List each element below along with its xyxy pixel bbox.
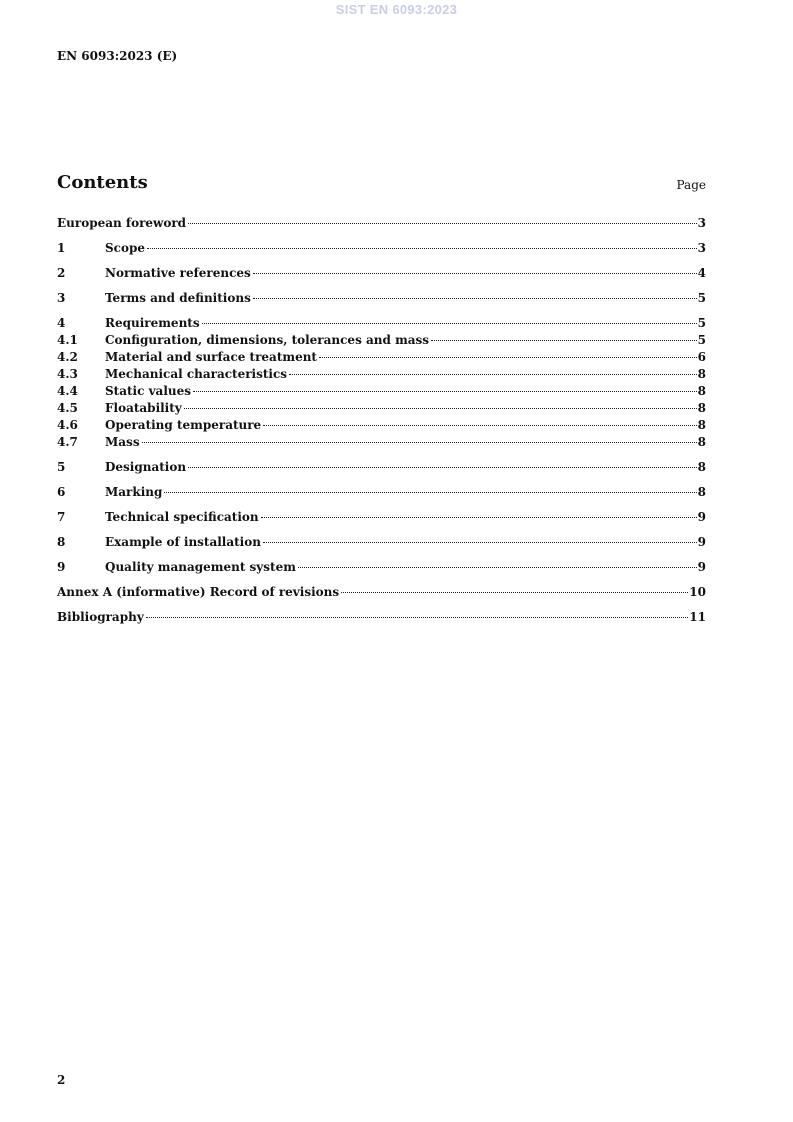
watermark: SIST EN 6093:2023 bbox=[335, 2, 458, 17]
toc-entry-title: Material and surface treatment bbox=[105, 350, 317, 364]
toc-entry[interactable] bbox=[57, 400, 706, 417]
dot-leader bbox=[202, 323, 697, 324]
dot-leader bbox=[193, 391, 697, 392]
contents-title: Contents bbox=[57, 172, 148, 193]
dot-leader bbox=[341, 592, 688, 593]
toc-entry-page: 3 bbox=[697, 241, 706, 255]
toc-entry-title: Operating temperature bbox=[105, 418, 262, 432]
toc-entry-page: 11 bbox=[689, 610, 706, 624]
toc-entry[interactable] bbox=[57, 315, 706, 332]
toc-entry-page: 8 bbox=[697, 485, 706, 499]
toc-entry-page: 8 bbox=[697, 367, 706, 381]
toc-entry-page: 10 bbox=[689, 585, 706, 599]
toc-entry-number: 4.1 bbox=[57, 333, 78, 347]
toc-entry-title: Mechanical characteristics bbox=[105, 367, 288, 381]
toc-entry-title: Configuration, dimensions, tolerances and mass bbox=[105, 333, 430, 347]
toc-entry-page: 4 bbox=[697, 266, 706, 280]
toc-entry-title: Example of installation bbox=[105, 535, 261, 549]
toc-entry-number: 4.6 bbox=[57, 418, 78, 432]
toc-entry-number: 4.2 bbox=[57, 350, 78, 364]
footer-page-number: 2 bbox=[57, 1073, 66, 1087]
toc-entry-page: 5 bbox=[697, 333, 706, 347]
toc-entry[interactable] bbox=[57, 459, 706, 476]
toc-entry-page: 9 bbox=[697, 535, 706, 549]
dot-leader bbox=[146, 617, 689, 618]
toc-entry-number: 8 bbox=[57, 535, 66, 549]
dot-leader bbox=[142, 442, 697, 443]
toc-entry[interactable] bbox=[57, 417, 706, 434]
toc-entry-page: 8 bbox=[697, 460, 706, 474]
dot-leader bbox=[188, 223, 697, 224]
toc-entry-title: Technical specification bbox=[105, 510, 259, 524]
toc-entry[interactable] bbox=[57, 383, 706, 400]
toc-entry-page: 6 bbox=[697, 350, 706, 364]
toc-entry[interactable] bbox=[57, 265, 706, 282]
toc-entry[interactable] bbox=[57, 484, 706, 501]
toc-entry[interactable] bbox=[57, 434, 706, 451]
toc-entry-title: Normative references bbox=[105, 266, 251, 280]
toc-entry[interactable] bbox=[57, 509, 706, 526]
toc-entry-title: Annex A (informative) Record of revisions bbox=[57, 585, 340, 599]
toc-entry-number: 4.5 bbox=[57, 401, 78, 415]
toc-entry[interactable] bbox=[57, 609, 706, 626]
dot-leader bbox=[184, 408, 697, 409]
toc-entry-title: Scope bbox=[105, 241, 146, 255]
toc-entry-number: 5 bbox=[57, 460, 66, 474]
toc-entry-number: 7 bbox=[57, 510, 66, 524]
toc-entry-number: 4 bbox=[57, 316, 66, 330]
toc-entry-title: Designation bbox=[105, 460, 187, 474]
dot-leader bbox=[164, 492, 696, 493]
dot-leader bbox=[253, 273, 697, 274]
toc-entry[interactable] bbox=[57, 559, 706, 576]
dot-leader bbox=[188, 467, 697, 468]
toc-entry-page: 9 bbox=[697, 510, 706, 524]
toc-entry-title: Bibliography bbox=[57, 610, 144, 624]
page-column-label: Page bbox=[676, 178, 706, 192]
toc-entry-number: 4.7 bbox=[57, 435, 78, 449]
toc-entry-page: 5 bbox=[697, 316, 706, 330]
toc-entry-page: 5 bbox=[697, 291, 706, 305]
dot-leader bbox=[263, 425, 696, 426]
toc-entry[interactable] bbox=[57, 332, 706, 349]
dot-leader bbox=[319, 357, 697, 358]
toc-entry-number: 4.3 bbox=[57, 367, 78, 381]
dot-leader bbox=[289, 374, 697, 375]
toc-entry-page: 8 bbox=[697, 418, 706, 432]
toc-entry-page: 3 bbox=[697, 216, 706, 230]
toc-entry-title: Mass bbox=[105, 435, 140, 449]
toc-entry-title: Terms and definitions bbox=[105, 291, 251, 305]
toc-entry-number: 3 bbox=[57, 291, 66, 305]
toc-entry[interactable] bbox=[57, 349, 706, 366]
dot-leader bbox=[253, 298, 697, 299]
toc-entry-page: 8 bbox=[697, 435, 706, 449]
table-of-contents bbox=[57, 215, 706, 626]
toc-entry-number: 9 bbox=[57, 560, 66, 574]
toc-entry-number: 1 bbox=[57, 241, 66, 255]
toc-entry-number: 4.4 bbox=[57, 384, 78, 398]
toc-entry[interactable] bbox=[57, 366, 706, 383]
dot-leader bbox=[261, 517, 697, 518]
toc-entry-title: Marking bbox=[105, 485, 163, 499]
toc-entry[interactable] bbox=[57, 534, 706, 551]
dot-leader bbox=[298, 567, 697, 568]
contents-header bbox=[57, 172, 706, 198]
toc-entry-page: 8 bbox=[697, 401, 706, 415]
toc-entry-title: Static values bbox=[105, 384, 191, 398]
toc-entry-title: Floatability bbox=[105, 401, 182, 415]
toc-entry-title: Quality management system bbox=[105, 560, 296, 574]
toc-entry-page: 9 bbox=[697, 560, 706, 574]
dot-leader bbox=[431, 340, 697, 341]
toc-entry[interactable] bbox=[57, 240, 706, 257]
toc-entry[interactable] bbox=[57, 584, 706, 601]
toc-entry-page: 8 bbox=[697, 384, 706, 398]
toc-entry[interactable] bbox=[57, 215, 706, 232]
toc-entry-title: Requirements bbox=[105, 316, 200, 330]
toc-entry[interactable] bbox=[57, 290, 706, 307]
toc-entry-number: 6 bbox=[57, 485, 66, 499]
toc-entry-title: European foreword bbox=[57, 216, 187, 230]
document-id: EN 6093:2023 (E) bbox=[57, 49, 178, 63]
dot-leader bbox=[147, 248, 697, 249]
toc-entry-number: 2 bbox=[57, 266, 66, 280]
dot-leader bbox=[263, 542, 697, 543]
